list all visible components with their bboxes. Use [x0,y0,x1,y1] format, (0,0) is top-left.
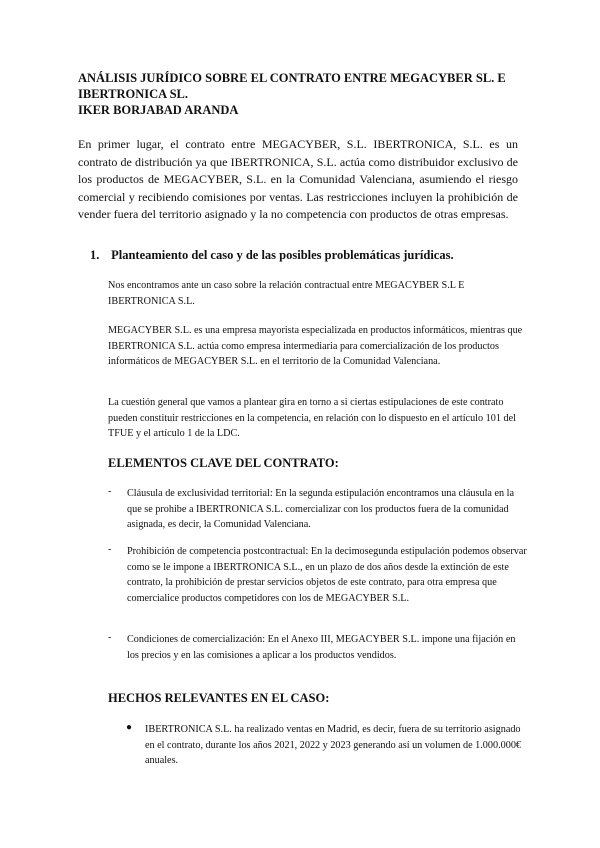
key-elements-heading: ELEMENTOS CLAVE DEL CONTRATO: [108,456,339,470]
section-paragraph: MEGACYBER S.L. es una empresa mayorista especializada en productos informáticos, mientras que IBERTRONICA S.L. actúa como empresa intermediaria para comercialización de los productos informáticos de MEGACYBER S.L. en el territorio de la Comunidad Valenciana. [108,325,523,367]
list-item [108,486,527,533]
list-item-text: Condiciones de comercialización: En el Anexo III, MEGACYBER S.L. impone una fijación en los precios y en las comisiones a aplicar a los productos vendidos. [127,634,516,661]
section-number: 1. [90,248,100,262]
section-paragraph: La cuestión general que vamos a plantear gira en torno a si ciertas estipulaciones de este contrato pueden constituir restricciones en la competencia, en relación con lo dispuesto en el artículo 101 del TFUE y el artículo 1 de la LDC. [108,397,516,439]
dash-marker: - [108,486,112,497]
author-name: IKER BORJABAD ARANDA [78,103,239,117]
relevant-facts-heading: HECHOS RELEVANTES EN EL CASO: [108,691,330,705]
title-line: ANÁLISIS JURÍDICO SOBRE EL CONTRATO ENTRE MEGACYBER SL. E [78,71,506,85]
section-title: Planteamiento del caso y de las posibles problemáticas jurídicas. [111,248,454,262]
list-item-text: Prohibición de competencia postcontractual: En la decimosegunda estipulación podemos observar como se le impone a IBERTRONICA S.L., en un plazo de dos años desde la extinción de este contrato, la prohibición de prestar servicios objetos de este contrato, para otra empresa que comercialice productos competidores con los de MEGACYBER S.L. [127,546,527,604]
list-item [108,544,527,606]
dash-marker: - [108,632,112,643]
list-item [126,722,525,769]
dash-marker: - [108,544,112,555]
section-paragraph: Nos encontramos ante un caso sobre la relación contractual entre MEGACYBER S.L E IBERTRONICA S.L. [108,280,465,307]
document-title [78,70,528,118]
list-item-text: IBERTRONICA S.L. ha realizado ventas en Madrid, es decir, fuera de su territorio asignado en el contrato, durante los años 2021, 2022 y 2023 generando así un volumen de 1.000.000€ anuales. [145,724,522,766]
section-1-heading [90,248,530,263]
bullet-marker: ● [126,722,133,733]
list-item-text: Cláusula de exclusividad territorial: En la segunda estipulación encontramos una cláusula en la que se prohibe a IBERTRONICA S.L. comercializar con los productos fuera de la comunidad asignada, es decir, la Comunidad Valenciana. [127,488,515,530]
list-item [108,632,527,663]
title-line: IBERTRONICA SL. [78,87,189,101]
intro-paragraph: En primer lugar, el contrato entre MEGACYBER, S.L. IBERTRONICA, S.L. es un contrato de distribución ya que IBERTRONICA, S.L. actúa como distribuidor exclusivo de los productos de MEGACYBER, S.L. en la Comunidad Valenciana, asumiendo el riesgo comercial y recibiendo comisiones por ventas. Las restricciones incluyen la prohibición de vender fuera del territorio asignado y la no competencia con productos de otras empresas. [78,137,518,221]
